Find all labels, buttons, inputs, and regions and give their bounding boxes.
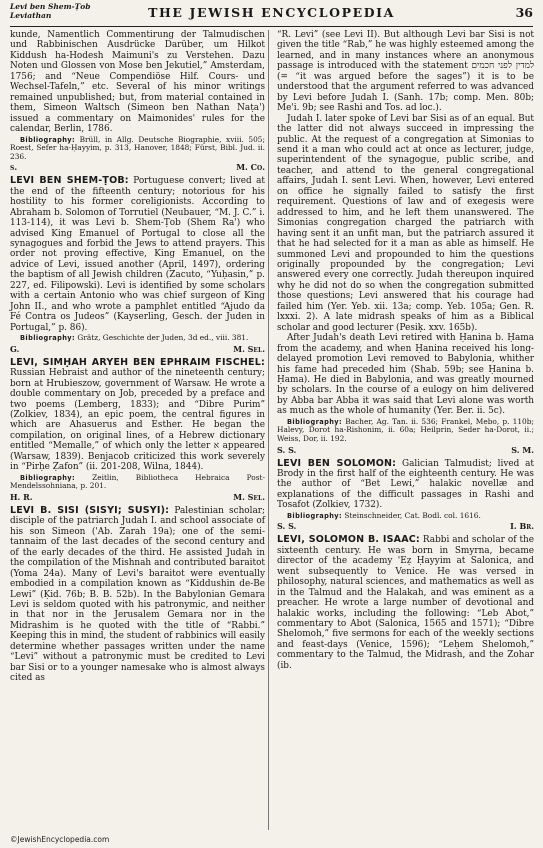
bibliography-label: Bibliography: [20, 473, 76, 482]
entry-text [10, 176, 265, 333]
entry-body: Palestinian scholar; disciple of the patriarch Judah I. and school associate of his son Simeon ('Ab. Zarah 19a); one of the semi-tannaim of the last decades of the second century and of the early decades of the third. He assisted Judah in the compilation of the Mishnah and contributed baraitot (Yoma 24a). Many of Levi's baraitot were eventually embodied in a compilation known as “Kiddushin de-Be Lewi” (Ḳid. 76b; B. B. 52b). In the Babylonian Gemara Levi is seldom quoted with his patronymic, and neither in that nor in the Jerusalem Gemara nor in the Midrashim is he quoted with the title of “Rabbi.” Keeping this in mind, the student of rabbinics will easily determine whether passages written under the name “Levi” without a patronymic must be credited to Levi bar Sisi or to a younger namesake who is almost always cited as [10, 505, 266, 684]
entry-headword: LEVI, SOLOMON B. ISAAC: [277, 534, 420, 546]
signature-author: M. Sel. [233, 491, 265, 502]
author-signature [277, 445, 534, 456]
page-number: 36 [515, 5, 533, 20]
entry-text: kunde, Namentlich Commentirung der Talmudischen und Rabbinischen Ausdrücke Darüber, um Hilkot Kiddush ha-Hodesh Maimuni's zu Verstehen. Dazu Noten und Glossen von Mose ben Jekutiel,” Amsterdam, 1756; and “Neue Compendiöse Hilf. Cours- und Wechsel-Tafeln,” etc. Several of his minor writings remained unpublished; but, from material contained in them, Simeon Waltsch (Simeon ben Nathan Naṭa') issued a commentary on Maimonides' rules for the calendar, Berlin, 1786. [10, 30, 265, 135]
column-divider [268, 30, 269, 830]
signature-initials: s. [10, 162, 18, 173]
signature-author: M. Co. [236, 162, 265, 173]
bibliography [10, 474, 265, 491]
entry-levi-b-sisi-continued [277, 30, 534, 456]
signature-initials: G. [10, 343, 20, 354]
signature-initials: S. S. [277, 444, 297, 455]
entry-body: Russian Hebraist and author of the nineteenth century; born at Hrubieszow, government of Warsaw. He wrote a double commentary on Job, preceded by a preface and two poems (Lemberg, 1833); and “Dibre Purim” (Zolkiev, 1834), an epic poem, the central figures in which are Ahasuerus and Esther. He began the compilation, on original lines, of a Hebrew dictionary entitled “Memalle,” of which only the letter א appeared (Warsaw, 1839). Benjacob criticized this work severely in “Pirḥe Ẓafon” (ii. 201-208, Wilna, 1844). [10, 368, 265, 473]
bibliography-text: Grätz, Geschichte der Juden, 3d ed., viii. 381. [77, 333, 249, 343]
copyright-credit: ©JewishEncyclopedia.com [10, 835, 110, 844]
entry-paragraph: Judah I. later spoke of Levi bar Sisi as of an equal. But the latter did not always succeed in impressing the public. At the request of a congregation at Simonias to send it a man who could act at once as lecturer, judge, superintendent of the synagogue, public scribe, and teacher, and attend to the general congregational affairs, Judah I. sent Levi. When, however, Levi entered on office he signally failed to satisfy the first requirement. Questions of law and of exegesis were addressed to him, and he left them unanswered. The Simonias congregation charged the patriarch with having sent it an unfit man, but the patriarch assured it that he had selected for it a man as able as himself. He summoned Levi and propounded to him the questions originally propounded by the congregation; Levi answered every one correctly. Judah thereupon inquired why he did not do so when the congregation submitted those questions; Levi answered that his courage had failed him (Yer. Yeb. xii. 13a; comp. Yeb. 105a; Gen. R. lxxxi. 2). A late midrash speaks of him as a Biblical scholar and good lecturer (Pesiḳ. xxv. 165b). [277, 113, 534, 333]
entry-headword: LEVI B. SISI (SISYI; SUSYI): [10, 504, 170, 516]
entry-body: Rabbi and scholar of the sixteenth century. He was born in Smyrna, became director of the academy 'Eẓ Ḥayyim at Salonica, and went subsequently to Venice. He was versed in philosophy, natural sciences, and mathematics as well as in the Talmud and the Halakah, and was eminent as a preacher. He wrote a large number of devotional and halakic works, including the following: “Leb Abot,” commentary to Abot (Salonica, 1565 and 1571); “Dibre Shelomoh,” five sermons for each of the weekly sections and feast-days (Venice, 1596); “Leḥem Shelomoh,” commentary to the Talmud, the Midrash, and the Zohar (ib. [277, 535, 534, 671]
entry-paragraph: After Judah's death Levi retired with Ḥanina b. Ḥama from the academy, and when Ḥanina received his long-delayed promotion Levi removed to Babylonia, whither his fame had preceded him (Shab. 59b; see Ḥanina b. Ḥama). He died in Babylonia, and was greatly mourned by scholars. In the course of a eulogy on him delivered by Abba bar Abba it was said that Levi alone was worth as much as the whole of humanity (Yer. Ber. ii. 5c). [277, 333, 534, 417]
bibliography-text: Steinschneider, Cat. Bodl. col. 1616. [344, 510, 481, 520]
entry-levi-simhah-aryeh [10, 358, 265, 503]
header-title: THE JEWISH ENCYCLOPEDIA [148, 5, 395, 20]
entry-text [277, 535, 534, 671]
bibliography-label: Bibliography: [20, 135, 76, 144]
entry-text [10, 506, 265, 684]
bibliography-text: Brüll, in Allg. Deutsche Biographie, xviii. 505; Roest, Sefer ha-Ḥayyim, p. 313, Hanover, 1848; Fürst, Bibl. Jud. ii. 236. [10, 134, 265, 161]
author-signature [277, 521, 534, 532]
left-column [10, 30, 265, 684]
author-signature [10, 162, 265, 173]
entry-headword: LEVI, SIMḤAH ARYEH BEN EPHRAIM FISCHEL: [10, 356, 265, 368]
entry-levi-ben-solomon [277, 459, 534, 533]
entry-levi-solomon-b-isaac [277, 535, 534, 671]
entry-levi-ben-shem-tob [10, 176, 265, 354]
bibliography-label: Bibliography: [287, 417, 343, 426]
right-column [277, 30, 534, 671]
signature-initials: S. S. [277, 521, 297, 532]
entry-continued [10, 30, 265, 173]
signature-initials: H. R. [10, 491, 33, 502]
author-signature [10, 344, 265, 355]
author-signature [10, 492, 265, 503]
entry-text [277, 459, 534, 511]
entry-paragraph: “R. Levi” (see Levi II). But although Levi bar Sisi is not given the title “Rab,” he was highly esteemed among the learned, and in many instances where an anonymous passage is introduced with the statement למדין לפני חכמים (= “it was argued before the sages”) it is to be understood that the argument referred to was advanced by Levi before Judah I. (Sanh. 17b; comp. Men. 80b; Me'i. 9b; see Rashi and Tos. ad loc.). [277, 30, 534, 114]
bibliography [277, 418, 534, 444]
bibliography [277, 512, 534, 521]
bibliography-text: Zeitlin, Bibliotheca Hebraica Post-Mendelssohniana, p. 201. [10, 472, 265, 491]
bibliography-label: Bibliography: [287, 511, 343, 520]
entry-body: Galician Talmudist; lived at Brody in the first half of the eighteenth century. He was the author of “Bet Lewi,” halakic novellæ and explanations of the difficult passages in Rashi and Tosafot (Zolkiev, 1732). [277, 458, 534, 511]
entry-body: Portuguese convert; lived at the end of the fifteenth century; notorious for his hostility to his former coreligionists. According to Abraham b. Solomon of Torrutiel (Neubauer, “M. J. C.” i. 113-114), it was Levi b. Shem-Ṭob (Shem Ra') who advised King Emanuel of Portugal to close all the synagogues and forbid the Jews to attend prayers. This order not proving effective, King Emanuel, on the advice of Levi, issued another (April, 1497), ordering the baptism of all Jewish children (Zacuto, “Yuḥasin,” p. 227, ed. Filipowski). Levi is identified by some scholars with a certain Antonio who was chief surgeon of King John II., and who wrote a pamphlet entitled “Ajudo da Fé Contra os Judeos” (Kayserling, Gesch. der Juden in Portugal,” p. 86). [10, 176, 265, 333]
entry-text [10, 358, 265, 473]
bibliography [10, 334, 265, 343]
running-header [10, 2, 533, 27]
signature-author: S. M. [511, 444, 534, 455]
signature-author: I. Br. [510, 521, 534, 532]
bibliography-text: Bacher, Ag. Tan. ii. 536; Frankel, Mebo, p. 110b; Halevy, Dorot ha-Rishonim, ii. 60a; Heilprin, Seder ha-Dorot, ii.; Weiss, Dor, ii. 192. [277, 416, 534, 443]
header-catchword-first: Levi ben Shem-Ṭob [10, 2, 91, 11]
header-catchword-last: Leviathan [10, 11, 52, 20]
entry-levi-b-sisi [10, 506, 265, 684]
bibliography [10, 136, 265, 162]
entry-headword: LEVI BEN SOLOMON: [277, 457, 397, 469]
signature-author: M. Sel. [233, 343, 265, 354]
entry-headword: LEVI BEN SHEM-ṬOB: [10, 175, 129, 187]
bibliography-label: Bibliography: [20, 334, 76, 343]
